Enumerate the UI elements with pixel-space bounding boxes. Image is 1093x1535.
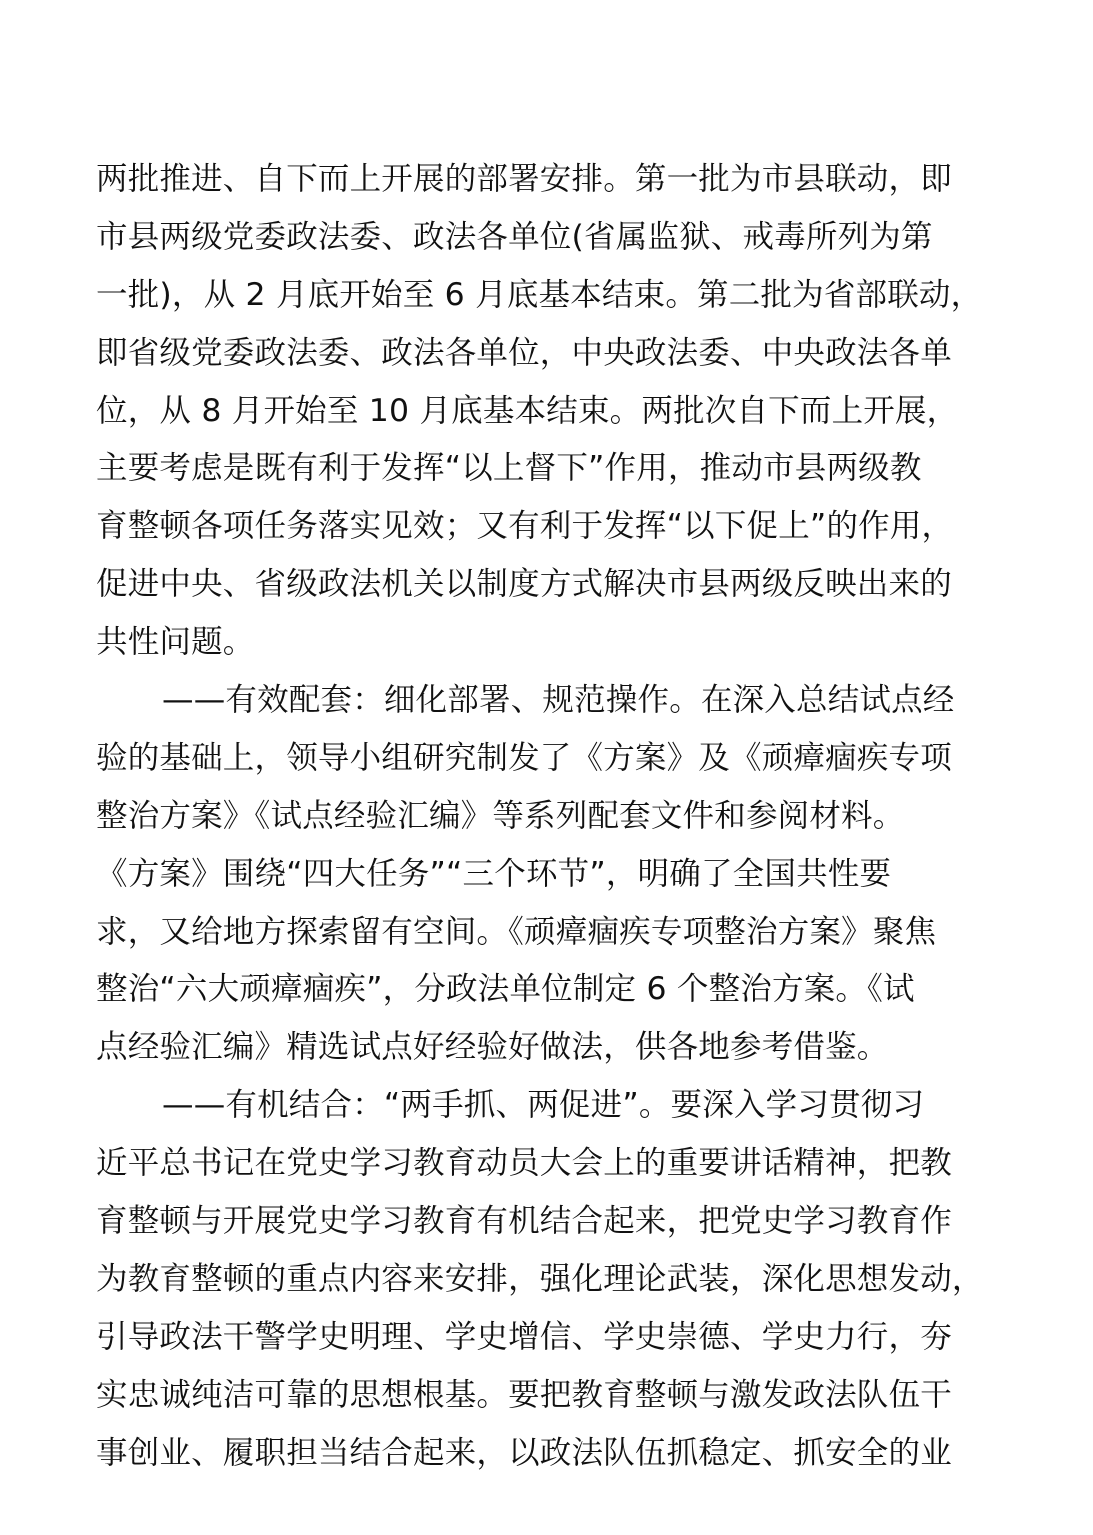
- text-line: 整治“六大顽瘴痼疾”，分政法单位制定 6 个整治方案。《试: [96, 971, 915, 1008]
- body-text: [96, 151, 1016, 1482]
- text-line: 《方案》围绕“四大任务”“三个环节”，明确了全国共性要: [96, 855, 892, 892]
- text-line: 促进中央、省级政法机关以制度方式解决市县两级反映出来的: [96, 566, 952, 603]
- text-line: 位，从 8 月开始至 10 月底基本结束。两批次自下而上开展，: [96, 392, 959, 429]
- text-line: 整治方案》《试点经验汇编》等系列配套文件和参阅材料。: [96, 797, 905, 834]
- text-line: 主要考虑是既有利于发挥“以上督下”作用，推动市县两级教: [96, 450, 922, 487]
- text-line: 引导政法干警学史明理、学史增信、学史崇德、学史力行，夯: [96, 1318, 952, 1355]
- text-line: 验的基础上，领导小组研究制发了《方案》及《顽瘴痼疾专项: [96, 739, 952, 776]
- paragraph-start-line: ——有机结合：“两手抓、两促进”。要深入学习贯彻习: [162, 1087, 925, 1124]
- text-line: 一批)，从 2 月底开始至 6 月底基本结束。第二批为省部联动，: [96, 276, 983, 313]
- text-line: 市县两级党委政法委、政法各单位(省属监狱、戒毒所列为第: [96, 218, 933, 255]
- text-line: 育整顿各项任务落实见效；又有利于发挥“以下促上”的作用，: [96, 508, 954, 545]
- text-line: 实忠诚纯洁可靠的思想根基。要把教育整顿与激发政法队伍干: [96, 1376, 952, 1413]
- text-line: 为教育整顿的重点内容来安排，强化理论武装，深化思想发动，: [96, 1260, 984, 1297]
- text-line: 两批推进、自下而上开展的部署安排。第一批为市县联动，即: [96, 161, 952, 197]
- text-line: 即省级党委政法委、政法各单位，中央政法委、中央政法各单: [96, 334, 952, 371]
- text-line: 近平总书记在党史学习教育动员大会上的重要讲话精神，把教: [96, 1145, 952, 1182]
- text-line: 育整顿与开展党史学习教育有机结合起来，把党史学习教育作: [96, 1203, 952, 1240]
- paragraph-start-line: ——有效配套：细化部署、规范操作。在深入总结试点经: [162, 682, 955, 719]
- text-line: 点经验汇编》精选试点好经验好做法，供各地参考借鉴。: [96, 1029, 889, 1066]
- text-line: 共性问题。: [96, 624, 255, 661]
- text-line: 求，又给地方探索留有空间。《顽瘴痼疾专项整治方案》聚焦: [96, 913, 937, 950]
- text-line: 事创业、履职担当结合起来，以政法队伍抓稳定、抓安全的业: [96, 1434, 952, 1471]
